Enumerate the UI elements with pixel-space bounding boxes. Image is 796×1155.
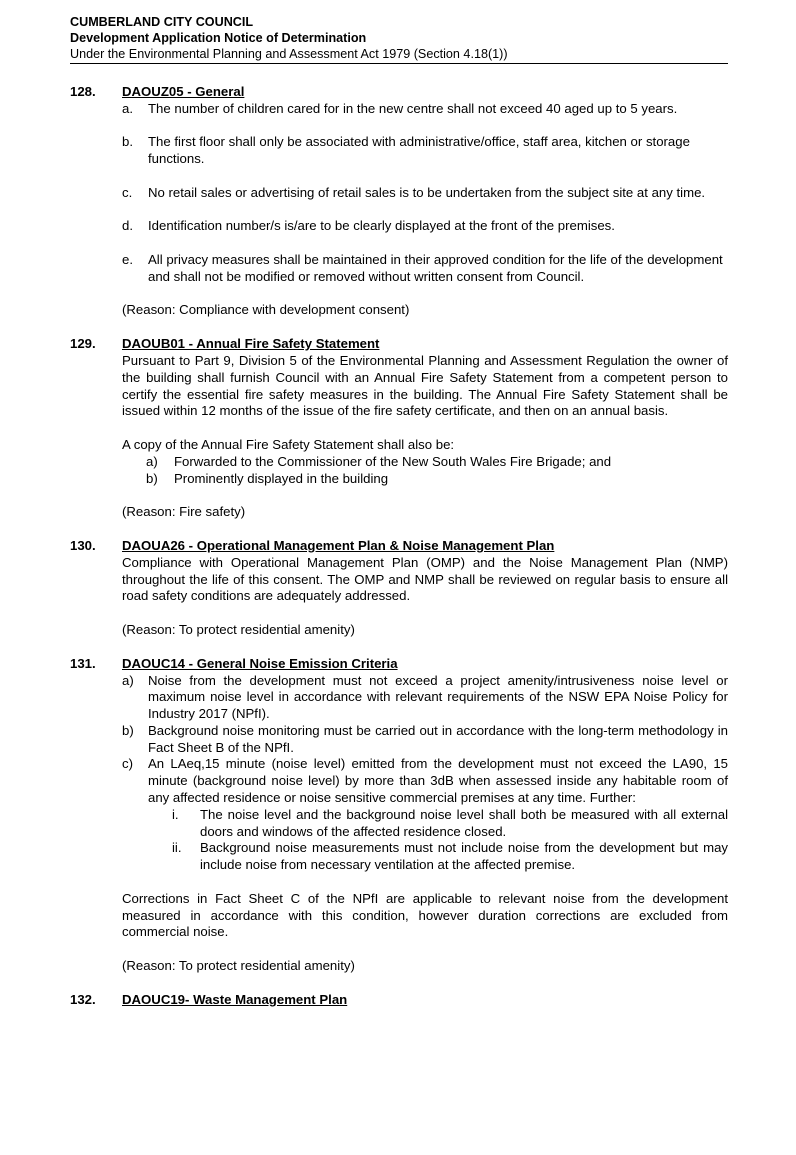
condition-132 xyxy=(70,992,728,1009)
document-subtitle: Under the Environmental Planning and Assessment Act 1979 (Section 4.18(1)) xyxy=(70,47,508,61)
condition-number: 129. xyxy=(70,336,96,352)
list-item-text: Prominently displayed in the building xyxy=(174,470,389,486)
list-item xyxy=(122,471,728,488)
list-item-label: d. xyxy=(122,218,133,234)
list-item-text: All privacy measures shall be maintained in their approved condition for the life of the development and shall not be modified or removed without written consent from Council. xyxy=(148,251,723,284)
list-item-text: Forwarded to the Commissioner of the New South Wales Fire Brigade; and xyxy=(174,453,612,469)
list-item-label: a) xyxy=(146,453,158,469)
document-title: Development Application Notice of Determination xyxy=(70,31,367,45)
list-item xyxy=(122,723,728,757)
list-item-text: Background noise monitoring must be carried out in accordance with the long-term methodology in Fact Sheet B of the NPfI. xyxy=(148,722,728,755)
list-item-label: b) xyxy=(146,470,158,486)
list-item-text: Identification number/s is/are to be clearly displayed at the front of the premises. xyxy=(148,218,615,234)
conditions-list xyxy=(70,84,728,1009)
condition-reason: (Reason: Compliance with development consent) xyxy=(122,302,410,318)
list-item-text: No retail sales or advertising of retail sales is to be undertaken from the subject site at any time. xyxy=(148,184,706,200)
condition-number: 132. xyxy=(70,991,96,1007)
condition-paragraph: Compliance with Operational Management Plan (OMP) and the Noise Management Plan (NMP) throughout the life of this consent. The OMP and NMP shall be reviewed on regular basis to ensure all road safety conditions are adequately addressed. xyxy=(122,554,728,604)
condition-131 xyxy=(70,656,728,975)
list-item-text: The first floor shall only be associated with administrative/office, staff area, kitchen or storage functions. xyxy=(148,134,690,167)
condition-number: 128. xyxy=(70,84,96,99)
condition-reason: (Reason: To protect residential amenity) xyxy=(122,621,355,637)
condition-129 xyxy=(70,336,728,521)
list-item xyxy=(122,673,728,723)
list-item-label: b. xyxy=(122,134,133,150)
condition-paragraph: Corrections in Fact Sheet C of the NPfI are applicable to relevant noise from the development measured in accordance with this condition, however duration corrections are excluded from commercial noise. xyxy=(122,890,728,940)
list-item-label: a. xyxy=(122,100,133,116)
condition-paragraph: Pursuant to Part 9, Division 5 of the Environmental Planning and Assessment Regulation the owner of the building shall furnish Council with an Annual Fire Safety Statement from a competent person to certify the essential fire safety measures in the building. The Annual Fire Safety Statement shall be issued within 12 months of the issue of the fire safety certificate, and then on an annual basis. xyxy=(122,352,728,419)
list-item xyxy=(122,756,728,806)
condition-number: 131. xyxy=(70,655,96,671)
condition-intro: A copy of the Annual Fire Safety Statement shall also be: xyxy=(122,436,455,452)
condition-reason: (Reason: Fire safety) xyxy=(122,504,246,520)
list-item-text: Noise from the development must not exceed a project amenity/intrusiveness noise level or maximum noise level in accordance with relevant requirements of the NSW EPA Noise Policy for Industry 2017 (NPfI). xyxy=(148,672,728,722)
condition-title: DAOUA26 - Operational Management Plan & Noise Management Plan xyxy=(122,537,555,553)
condition-title: DAOUC14 - General Noise Emission Criteria xyxy=(122,655,398,671)
council-name: CUMBERLAND CITY COUNCIL xyxy=(70,15,254,29)
list-item xyxy=(122,101,728,118)
sub-list-item-label: ii. xyxy=(172,840,182,856)
list-item xyxy=(122,185,728,202)
list-item xyxy=(122,218,728,235)
sub-list-item xyxy=(122,807,728,841)
sub-list-item xyxy=(122,840,728,874)
list-item-label: b) xyxy=(122,722,134,738)
list-item-label: a) xyxy=(122,672,134,688)
condition-130 xyxy=(70,538,728,639)
list-item xyxy=(122,252,728,286)
list-item-label: c. xyxy=(122,184,133,200)
list-item xyxy=(122,134,728,168)
list-item-label: c) xyxy=(122,756,133,772)
page-header xyxy=(70,14,728,64)
condition-128 xyxy=(70,84,728,319)
condition-reason: (Reason: To protect residential amenity) xyxy=(122,958,355,974)
sub-list-item-label: i. xyxy=(172,806,179,822)
condition-number: 130. xyxy=(70,537,96,553)
sub-list-item-text: The noise level and the background noise level shall both be measured with all external doors and windows of the affected residence closed. xyxy=(200,806,728,839)
list-item-label: e. xyxy=(122,251,133,267)
list-item xyxy=(122,454,728,471)
condition-title: DAOUB01 - Annual Fire Safety Statement xyxy=(122,336,380,352)
sub-list-item-text: Background noise measurements must not include noise from the development but may include noise from necessary ventilation at the affected premise. xyxy=(200,840,728,873)
condition-title: DAOUC19- Waste Management Plan xyxy=(122,991,348,1007)
list-item-text: The number of children cared for in the new centre shall not exceed 40 aged up to 5 years. xyxy=(148,100,678,116)
condition-title: DAOUZ05 - General xyxy=(122,84,245,99)
list-item-text: An LAeq,15 minute (noise level) emitted from the development must not exceed the LA90, 15 minute (background noise level) by more than 3dB when assessed inside any habitable room of any affected residence or noise sensitive commercial premises at any time. Further: xyxy=(148,756,728,806)
